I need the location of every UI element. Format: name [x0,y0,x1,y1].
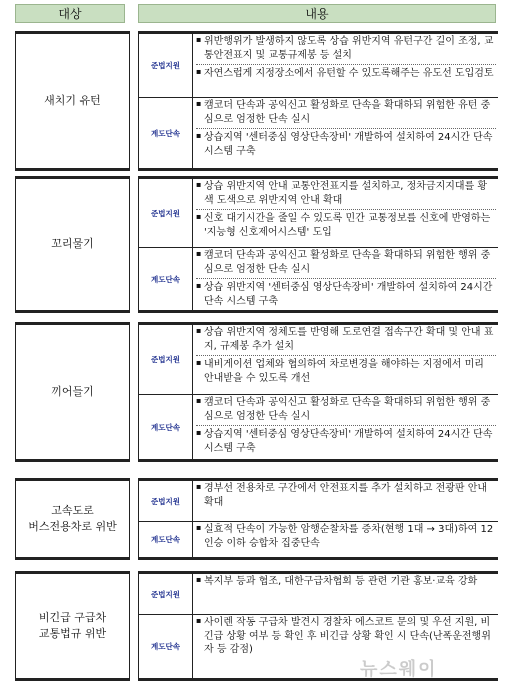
watermark: 뉴스웨이 [360,659,438,680]
row-label: 계도단속 [138,98,193,168]
policy-row [138,394,498,459]
row-label: 계도단속 [138,615,193,678]
policy-row [138,481,498,521]
row-label: 준법지원 [138,481,193,521]
row-label: 계도단속 [138,248,193,310]
row-content [196,482,496,520]
row-label: 준법지원 [138,179,193,247]
row-content [196,99,496,167]
content-item: ▪ 사이렌 작동 구급차 발견시 경찰차 에스코트 문의 및 우선 지원, 비긴급 상황 여부 등 확인 후 비긴급 상황 확인 시 단속(난폭운전행위자 등 감점) [196,616,496,657]
content-item: ▪ 상습지역 '센터중심 영상단속장비' 개발하여 설치하여 24시간 단속 시스템 구축 [196,428,496,455]
row-content [196,575,496,613]
content-item: ▪ 캠코더 단속과 공익신고 활성화로 단속을 확대하되 위험한 행위 중심으로 엄정한 단속 실시 [196,249,496,276]
content-item: ▪ 상습지역 '센터중심 영상단속장비' 개발하여 설치하여 24시간 단속 시스템 구축 [196,131,496,158]
row-content [196,180,496,246]
content-item: ▪ 상습 위반지역 안내 교통안전표지를 설치하고, 정차금지지대를 황색 도색으로 위반지역 안내 확대 [196,180,496,207]
row-label: 준법지원 [138,34,193,97]
policy-row [138,179,498,247]
policy-row [138,614,498,678]
row-content [196,326,496,393]
row-content [196,35,496,96]
policy-block [15,478,498,560]
content-item: ▪ 자연스럽게 지정장소에서 유턴할 수 있도록해주는 유도선 도입검토 [196,67,496,81]
target-cell: 꼬리물기 [15,176,130,313]
row-label: 계도단속 [138,395,193,459]
row-content [196,249,496,309]
target-cell: 새치기 유턴 [15,31,130,171]
row-content [196,616,496,677]
content-item: ▪ 상습 위반지역 정체도를 반영해 도로연결 접속구간 확대 및 안내 표지, 규제봉 추가 설치 [196,326,496,353]
policy-row [138,521,498,557]
policy-row [138,574,498,614]
content-item: ▪ 내비게이션 업체와 협의하여 차로변경을 해야하는 지점에서 미리 안내받을 수 있도록 개선 [196,358,496,385]
target-cell: 끼어들기 [15,322,130,462]
content-item: ▪ 캠코더 단속과 공익신고 활성화로 단속을 확대하되 위험한 유턴 중심으로 엄정한 단속 실시 [196,99,496,126]
content-item: ▪ 복지부 등과 협조, 대한구급차협회 등 관련 기관 홍보·교육 강화 [196,575,496,589]
row-content [196,396,496,458]
row-label: 준법지원 [138,574,193,614]
content-item: ▪ 상습 위반지역 '센터중심 영상단속장비' 개발하여 설치하여 24시간 단속 시스템 구축 [196,281,496,308]
policy-block [15,176,498,313]
content-item: ▪ 신호 대기시간을 줄일 수 있도록 민간 교통정보를 신호에 반영하는 '지능형 신호제어시스템' 도입 [196,212,496,239]
content-item: ▪ 위반행위가 발생하지 않도록 상습 위반지역 유턴구간 길이 조정, 교통안전표지 및 교통규제봉 등 설치 [196,35,496,62]
content-item: ▪ 실효적 단속이 가능한 암행순찰차를 증차(현행 1대 → 3대)하여 12인승 이하 승합차 집중단속 [196,523,496,550]
content-item: ▪ 경부선 전용차로 구간에서 안전표지를 추가 설치하고 전광판 안내 확대 [196,482,496,509]
row-label: 준법지원 [138,325,193,394]
target-cell: 고속도로 버스전용차로 위반 [15,478,130,560]
policy-block [15,322,498,462]
header-content: 내용 [138,4,496,23]
policy-row [138,97,498,168]
header-target: 대상 [15,4,125,23]
policy-row [138,247,498,310]
row-content [196,523,496,556]
policy-row [138,34,498,97]
row-label: 계도단속 [138,522,193,557]
policy-block [15,31,498,171]
policy-row [138,325,498,394]
content-item: ▪ 캠코더 단속과 공익신고 활성화로 단속을 확대하되 위험한 행위 중심으로 엄정한 단속 실시 [196,396,496,423]
target-cell: 비긴급 구급차 교통법규 위반 [15,571,130,681]
